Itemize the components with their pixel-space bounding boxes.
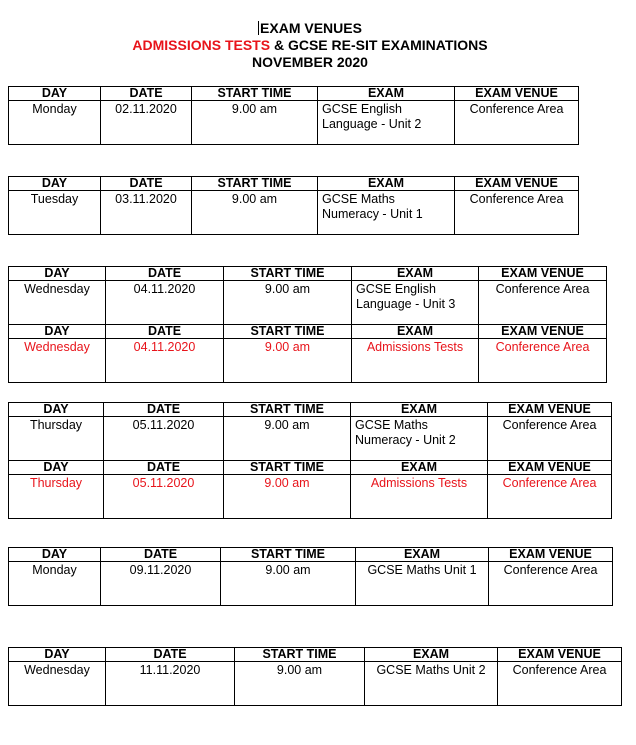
- time-cell: 9.00 am: [192, 191, 318, 235]
- schedule-table: [8, 547, 613, 606]
- column-header: EXAM VENUE: [488, 403, 612, 417]
- time-cell: 9.00 am: [224, 281, 352, 325]
- column-header: DATE: [104, 403, 224, 417]
- column-header: DATE: [104, 461, 224, 475]
- day-cell: Monday: [9, 101, 101, 145]
- title-exam-venues: [0, 20, 620, 37]
- schedule-table: [8, 266, 607, 383]
- column-header: EXAM: [318, 177, 455, 191]
- column-header: DAY: [9, 87, 101, 101]
- exam-cell: GCSE Maths Unit 2: [365, 662, 498, 706]
- time-cell: 9.00 am: [192, 101, 318, 145]
- column-header: DATE: [106, 648, 235, 662]
- column-header: START TIME: [192, 87, 318, 101]
- day-cell: Wednesday: [9, 281, 106, 325]
- column-header: EXAM VENUE: [455, 87, 579, 101]
- table-row: [9, 562, 613, 606]
- column-header: START TIME: [192, 177, 318, 191]
- time-cell: 9.00 am: [235, 662, 365, 706]
- column-header: START TIME: [235, 648, 365, 662]
- venue-cell: Conference Area: [455, 191, 579, 235]
- column-header: START TIME: [224, 267, 352, 281]
- column-header: DAY: [9, 177, 101, 191]
- column-header: EXAM: [352, 267, 479, 281]
- table-row: [9, 191, 579, 235]
- column-header: DATE: [101, 177, 192, 191]
- schedule-table: [8, 402, 612, 519]
- date-cell: 11.11.2020: [106, 662, 235, 706]
- title-admissions-tests: ADMISSIONS TESTS: [132, 37, 271, 53]
- exam-cell: Admissions Tests: [351, 475, 488, 519]
- column-header: START TIME: [224, 403, 351, 417]
- column-header: DATE: [101, 548, 221, 562]
- venue-cell: Conference Area: [498, 662, 622, 706]
- date-cell: 02.11.2020: [101, 101, 192, 145]
- title-gcse-resit: & GCSE RE-SIT EXAMINATIONS: [270, 37, 488, 53]
- date-cell: 04.11.2020: [106, 339, 224, 383]
- title-line1-text: EXAM VENUES: [260, 20, 362, 36]
- title-subtitle: [0, 37, 620, 54]
- day-cell: Thursday: [9, 475, 104, 519]
- column-header: EXAM: [356, 548, 489, 562]
- column-header: DATE: [106, 267, 224, 281]
- day-cell: Tuesday: [9, 191, 101, 235]
- column-header: DATE: [101, 87, 192, 101]
- column-header: DAY: [9, 548, 101, 562]
- exam-cell: GCSE English Language - Unit 2: [318, 101, 455, 145]
- time-cell: 9.00 am: [224, 417, 351, 461]
- schedule-table: [8, 86, 579, 145]
- column-header: EXAM VENUE: [479, 267, 607, 281]
- schedule-table: [8, 647, 622, 706]
- header-row: [9, 461, 612, 475]
- exam-cell: GCSE Maths Numeracy - Unit 2: [351, 417, 488, 461]
- column-header: DAY: [9, 648, 106, 662]
- column-header: EXAM VENUE: [488, 461, 612, 475]
- column-header: EXAM: [351, 461, 488, 475]
- day-cell: Monday: [9, 562, 101, 606]
- column-header: DAY: [9, 325, 106, 339]
- column-header: EXAM VENUE: [489, 548, 613, 562]
- day-cell: Wednesday: [9, 662, 106, 706]
- date-cell: 05.11.2020: [104, 417, 224, 461]
- schedule-table: [8, 176, 579, 235]
- table-row-admissions: [9, 475, 612, 519]
- column-header: EXAM VENUE: [479, 325, 607, 339]
- column-header: EXAM: [351, 403, 488, 417]
- venue-cell: Conference Area: [479, 281, 607, 325]
- table-row: [9, 281, 607, 325]
- table-row: [9, 662, 622, 706]
- exam-cell: GCSE Maths Numeracy - Unit 1: [318, 191, 455, 235]
- header-row: [9, 403, 612, 417]
- date-cell: 09.11.2020: [101, 562, 221, 606]
- time-cell: 9.00 am: [221, 562, 356, 606]
- column-header: EXAM VENUE: [455, 177, 579, 191]
- venue-cell: Conference Area: [488, 417, 612, 461]
- day-cell: Thursday: [9, 417, 104, 461]
- table-row-admissions: [9, 339, 607, 383]
- column-header: START TIME: [221, 548, 356, 562]
- date-cell: 03.11.2020: [101, 191, 192, 235]
- title-month: NOVEMBER 2020: [252, 54, 368, 70]
- date-cell: 05.11.2020: [104, 475, 224, 519]
- header-row: [9, 267, 607, 281]
- column-header: START TIME: [224, 461, 351, 475]
- exam-cell: GCSE English Language - Unit 3: [352, 281, 479, 325]
- venue-cell: Conference Area: [488, 475, 612, 519]
- column-header: DAY: [9, 403, 104, 417]
- header-row: [9, 87, 579, 101]
- exam-cell: Admissions Tests: [352, 339, 479, 383]
- column-header: START TIME: [224, 325, 352, 339]
- venue-cell: Conference Area: [455, 101, 579, 145]
- table-row: [9, 101, 579, 145]
- header-row: [9, 548, 613, 562]
- header-row: [9, 177, 579, 191]
- time-cell: 9.00 am: [224, 475, 351, 519]
- header-row: [9, 325, 607, 339]
- time-cell: 9.00 am: [224, 339, 352, 383]
- table-row: [9, 417, 612, 461]
- header-row: [9, 648, 622, 662]
- column-header: DAY: [9, 461, 104, 475]
- column-header: EXAM: [352, 325, 479, 339]
- text-cursor: [258, 21, 259, 35]
- venue-cell: Conference Area: [489, 562, 613, 606]
- date-cell: 04.11.2020: [106, 281, 224, 325]
- column-header: DAY: [9, 267, 106, 281]
- column-header: EXAM VENUE: [498, 648, 622, 662]
- day-cell: Wednesday: [9, 339, 106, 383]
- exam-cell: GCSE Maths Unit 1: [356, 562, 489, 606]
- column-header: DATE: [106, 325, 224, 339]
- column-header: EXAM: [365, 648, 498, 662]
- column-header: EXAM: [318, 87, 455, 101]
- venue-cell: Conference Area: [479, 339, 607, 383]
